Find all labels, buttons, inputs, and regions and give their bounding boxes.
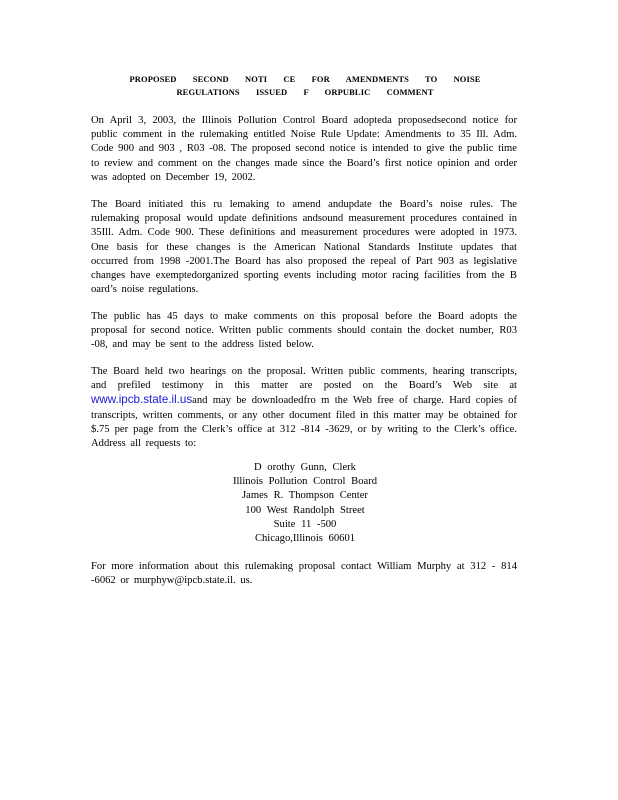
hearings-text-before-link: The Board held two hearings on the proposal. Written public comments, hearing transcripts, and prefiled testimony in this matter are posted on the Board’s Web site at: [91, 366, 517, 392]
board-website-link[interactable]: www.ipcb.state.il.us: [91, 393, 193, 407]
paragraph-contact: For more information about this rulemaking proposal contact William Murphy at 312 - 814 -6062 or murphyw@ipcb.state.il. us.: [91, 561, 517, 587]
heading-line-2: REGULATIONS ISSUED F ORPUBLIC COMMENT: [176, 87, 434, 97]
address-line-street: 100 West Randolph Street: [245, 504, 365, 516]
clerk-address-block: [150, 461, 460, 546]
paragraph-announcement: On April 3, 2003, the Illinois Pollution Control Board adopteda proposedsecond notice for public comment in the rulemaking entitled Noise Rule Update: Amendments to 35 Ill. Adm. Code 900 and 903 , R03 -08. The proposed second notice is intended to give the public time to review and comment on the changes made since the Board’s first notice opinion and order was adopted on December 19, 2002.: [91, 115, 517, 183]
paragraph-background: The Board initiated this ru lemaking to amend andupdate the Board’s noise rules. The rulemaking proposal would update definitions andsound measurement procedures contained in 35Ill. Adm. Code 900. These definitions and measurement procedures were adopted in 1973. One basis for these changes is the American National Standards Institute updates that occurred from 1998 -2001.The Board has also proposed the repeal of Part 903 as legislative changes have exemptedorganized sporting events including motor racing facilities from the B oard’s noise regulations.: [91, 199, 517, 296]
address-line-city: Chicago,Illinois 60601: [254, 533, 356, 545]
document-heading: [90, 73, 520, 99]
paragraph-hearings: [91, 365, 517, 451]
address-line-organization: Illinois Pollution Control Board: [232, 476, 378, 488]
paragraph-comment-period: The public has 45 days to make comments on this proposal before the Board adopts the proposal for second notice. Written public comments should contain the docket number, R03 -08, and may be sent to the address listed below.: [91, 311, 517, 351]
address-line-name: D orothy Gunn, Clerk: [254, 462, 356, 473]
heading-line-1: PROPOSED SECOND NOTI CE FOR AMENDMENTS TO NOISE: [129, 74, 481, 84]
address-line-building: James R. Thompson Center: [242, 490, 368, 502]
address-line-suite: Suite 11 -500: [273, 518, 337, 530]
hearings-text-after-link: and may be downloadedfro m the Web free of charge. Hard copies of transcripts, written comments, or any other document filed in this matter may be obtained for $.75 per page from the Clerk’s office at 312 -814 -3629, or by writing to the Clerk’s office. Address all requests to:: [91, 395, 517, 450]
